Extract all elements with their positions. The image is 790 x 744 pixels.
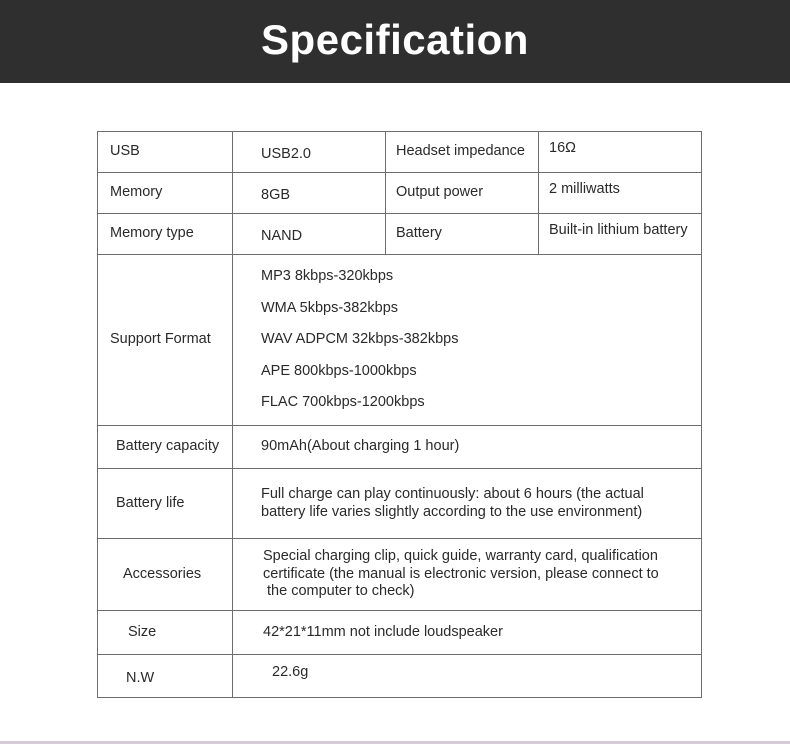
spec-value-accessories [233,539,702,611]
spec-label-battery-life: Battery life [98,469,233,539]
spec-value-battery-life [233,469,702,539]
spec-label-net-weight: N.W [98,658,233,701]
spec-label-memory-type: Memory type [98,214,233,255]
table-row [98,426,702,469]
spec-value-usb: USB2.0 [233,135,386,176]
spec-value-battery-capacity: 90mAh(About charging 1 hour) [233,426,702,469]
spec-label-headset-impedance: Headset impedance [386,132,539,173]
spec-label-output-power: Output power [386,173,539,214]
spec-label-support-format: Support Format [98,255,233,426]
text-line: Special charging clip, quick guide, warranty card, qualification [263,548,658,565]
format-item: WAV ADPCM 32kbps-382kbps [261,331,459,348]
table-row [98,173,702,214]
format-item: APE 800kbps-1000kbps [261,362,417,379]
spec-value-memory-type: NAND [233,217,386,258]
spec-label-usb: USB [98,132,233,173]
text-line: Full charge can play continuously: about 6 hours (the actual [261,486,644,503]
table-row [98,611,702,655]
spec-value-size: 42*21*11mm not include loudspeaker [233,611,702,655]
text-line: certificate (the manual is electronic version, please connect to [263,565,659,582]
format-item: FLAC 700kbps-1200kbps [261,394,425,411]
header-banner [0,0,790,83]
spec-label-accessories: Accessories [98,539,233,611]
spec-value-output-power: 2 milliwatts [539,170,702,211]
specification-table [97,131,702,698]
table-row [98,214,702,255]
spec-label-battery: Battery [386,214,539,255]
format-list [261,261,701,419]
text-line: the computer to check) [263,583,415,600]
spec-label-memory: Memory [98,173,233,214]
format-item: WMA 5kbps-382kbps [261,299,399,316]
spec-value-battery: Built-in lithium battery [539,211,702,252]
table-row [98,469,702,539]
spec-label-size: Size [98,611,233,655]
spec-value-support-format [233,255,702,426]
table-row [98,539,702,611]
spec-value-headset-impedance: 16Ω [539,129,702,170]
format-item: MP3 8kbps-320kbps [261,268,394,285]
page-title: Specification [261,15,529,63]
table-row [98,132,702,173]
table-row [98,655,702,698]
text-line: battery life varies slightly according to the use environment) [261,503,643,520]
spec-label-battery-capacity: Battery capacity [98,426,233,469]
table-row [98,255,702,426]
spec-value-memory: 8GB [233,176,386,217]
spec-value-net-weight: 22.6g [233,652,702,695]
